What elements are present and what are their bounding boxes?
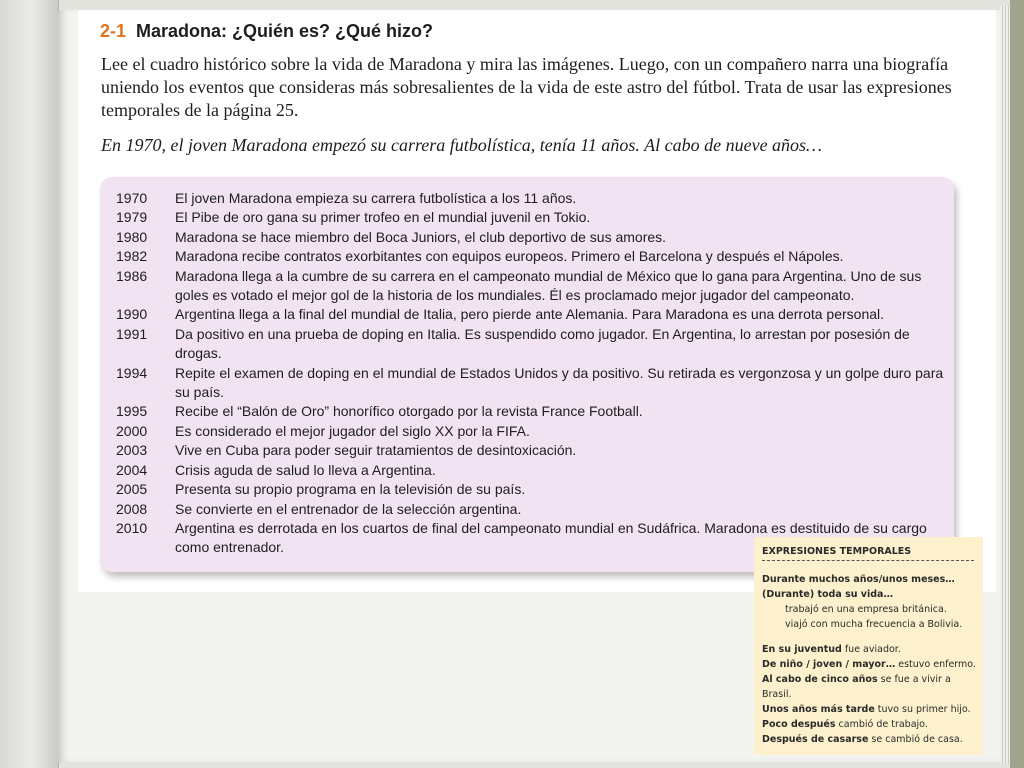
timeline-row [116,267,946,306]
expresion-rest: cambió de trabajo. [835,719,928,730]
timeline-list [116,189,946,558]
timeline-event: Se convierte en el entrenador de la selección argentina. [175,500,522,517]
timeline-year: 1991 [116,325,148,342]
timeline-row [116,325,946,364]
expresion-rest: estuvo enfermo. [895,659,976,670]
timeline-event: Argentina es derrotada en los cuartos de final del campeonato mundial en Sudáfrica. Maradona es destituido de su cargo como entrenador. [175,519,927,556]
timeline-year: 1995 [116,403,148,420]
timeline-year: 1986 [116,267,148,284]
timeline-row [116,422,946,441]
timeline-year: 1994 [116,364,148,381]
expresiones-items [762,642,980,747]
timeline-event: Maradona recibe contratos exorbitantes con equipos europeos. Primero el Barcelona y después el Nápoles. [175,248,844,265]
timeline-event: Maradona llega a la cumbre de su carrera en el campeonato mundial de México que lo gana para Argentina. Uno de sus goles es votado el mejor gol de la historia de los mundiales. Él es proclamado mejor jugador del campeonato. [175,267,922,304]
timeline-event: El joven Maradona empieza su carrera futbolística a los 11 años. [175,190,577,206]
expresion-rest: Brasil. [762,689,792,700]
timeline-event: Vive en Cuba para poder seguir tratamientos de desintoxicación. [175,442,577,459]
timeline-event: Da positivo en una prueba de doping en Italia. Es suspendido como jugador. En Argentina, lo arrestan por posesión de drogas. [175,325,910,362]
left-page-edge [0,0,59,768]
timeline-event: Es considerado el mejor jugador del siglo XX por la FIFA. [175,422,530,439]
expresiones-heading: EXPRESIONES TEMPORALES [762,546,974,561]
timeline-event: Maradona se hace miembro del Boca Juniors, el club deportivo de sus amores. [175,228,667,245]
timeline-event: El Pibe de oro gana su primer trofeo en el mundial juvenil en Tokio. [175,209,591,226]
example-sentence: En 1970, el joven Maradona empezó su carrera futbolística, tenía 11 años. Al cabo de nueve años… [101,135,823,155]
expresion-item [762,717,980,732]
activity-title-text: Maradona: ¿Quién es? ¿Qué hizo? [136,21,434,41]
timeline-year: 2010 [116,519,148,536]
timeline-event: Crisis aguda de salud lo lleva a Argentina. [175,461,436,478]
timeline-year: 1982 [116,248,148,265]
expresion-item [762,702,980,717]
timeline-year: 2000 [116,422,148,439]
expresion-key: Unos años más tarde [762,704,875,715]
timeline-event: Presenta su propio programa en la televisión de su país. [175,481,526,498]
timeline-row [116,402,946,421]
expresion-rest: se fue a vivir a [877,674,951,685]
expresion-key: Después de casarse [762,734,869,745]
timeline-year: 2003 [116,442,148,459]
activity-title [100,21,433,42]
timeline-year: 1990 [116,306,148,323]
expresion-key: Poco después [762,719,836,730]
expresion-line: (Durante) toda su vida… [762,589,893,600]
expresion-item [762,642,980,657]
timeline-year: 2004 [116,461,148,478]
expresion-item [762,687,980,702]
timeline-row [116,461,946,480]
expresion-line: Durante muchos años/unos meses… [762,574,955,585]
timeline-row [116,364,946,403]
timeline-year: 2008 [116,500,148,517]
timeline-row [116,441,946,460]
timeline-year: 1980 [116,228,148,245]
expresion-item [762,657,980,672]
expresion-key: De niño / joven / mayor… [762,659,896,670]
timeline-row [116,189,946,208]
timeline-row [116,208,946,227]
timeline-box [100,177,954,572]
timeline-year: 1979 [116,209,148,226]
timeline-year: 2005 [116,481,148,498]
instructions-paragraph: Lee el cuadro histórico sobre la vida de Maradona y mira las imágenes. Luego, con un compañero narra una biografía uniendo los eventos que consideras más sobresalientes de la vida de este astro del fútbol. Trata de usar las expresiones temporales de la página 25. [101,54,952,120]
expresion-rest: tuvo su primer hijo. [874,704,971,715]
page-stack-edge [1000,6,1010,764]
expresion-item [762,732,980,747]
expresion-key: Al cabo de cinco años [762,674,878,685]
timeline-event: Recibe el “Balón de Oro” honorífico otorgado por la revista France Football. [175,403,643,420]
timeline-row [116,480,946,499]
expresiones-temporales-box [754,537,983,755]
timeline-event: Argentina llega a la final del mundial de Italia, pero pierde ante Alemania. Para Maradona es una derrota personal. [175,306,885,323]
timeline-row [116,305,946,324]
activity-number: 2-1 [100,21,127,41]
timeline-row [116,228,946,247]
timeline-year: 1970 [116,190,148,206]
expresion-rest: se cambió de casa. [868,734,963,745]
expresion-key: En su juventud [762,644,842,655]
expresion-example: trabajó en una empresa británica. [785,604,947,615]
timeline-event: Repite el examen de doping en el mundial de Estados Unidos y da positivo. Su retirada es vergonzosa y un golpe duro para su país. [175,364,944,401]
timeline-row [116,247,946,266]
expresion-example: viajó con mucha frecuencia a Bolivia. [785,619,963,630]
expresiones-body [762,572,980,747]
expresion-item [762,672,980,687]
expresion-rest: fue aviador. [841,644,901,655]
timeline-row [116,500,946,519]
